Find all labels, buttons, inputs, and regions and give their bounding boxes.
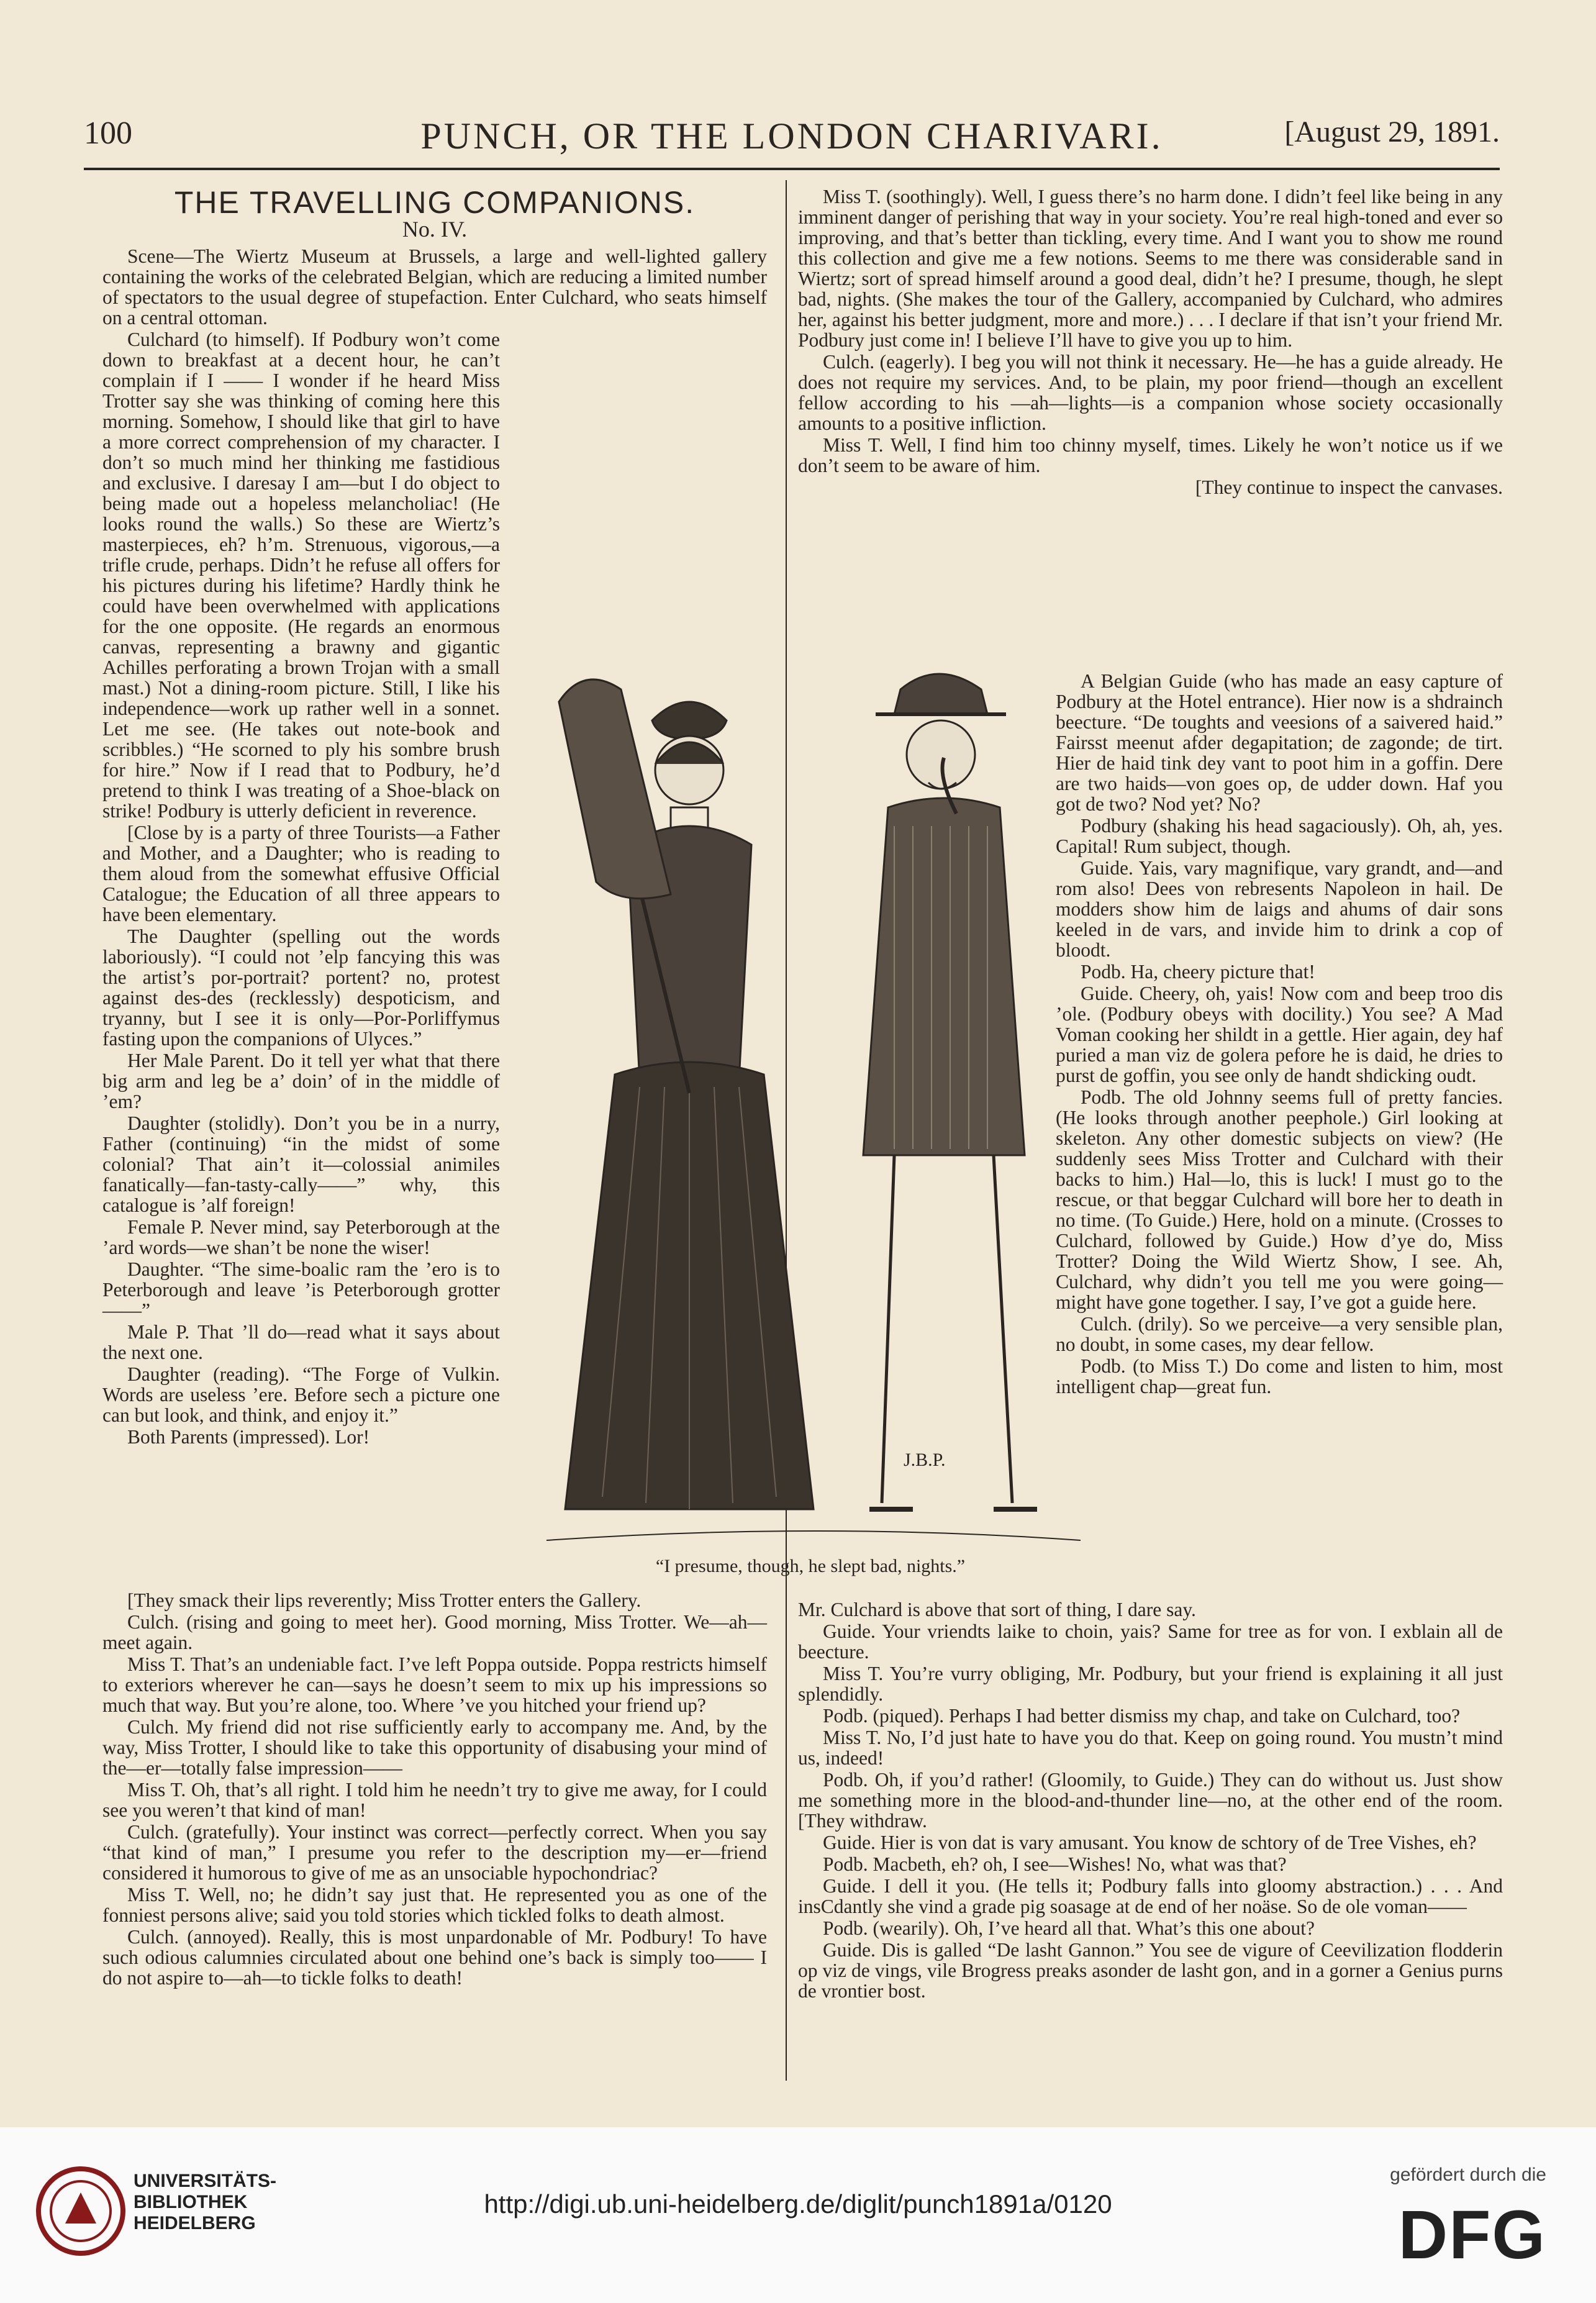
paragraph: Miss T. Well, no; he didn’t say just that. He represented you as one of the fonniest persons alive; said you told stories which tickled folks to death almost. — [102, 1884, 767, 1926]
article-number: No. IV. — [402, 217, 468, 242]
paragraph: Daughter. “The sime-boalic ram the ’ero is to Peterborough and leave ’is Peterborough grotter——” — [102, 1258, 500, 1321]
dfg-logo: DFG — [1398, 2197, 1546, 2273]
left-column-lower — [102, 1590, 767, 1989]
paragraph: Guide. Your vriendts laike to choin, yais? Same for tree as for von. I exblain all de beecture. — [798, 1620, 1503, 1663]
paragraph: A Belgian Guide (who has made an easy capture of Podbury at the Hotel entrance). Hier now is a shdrainch beecture. “De toughts and veesions of a saivered haid.” Fairsst meenut afder degapitation; de zagonde; de tirt. Hier de haid tink dey vant to poot him in a goffin. Dere are two haids—von goes op, de udder down. Haf you got de two? Nod yet? No? — [1056, 670, 1503, 815]
paragraph: Culch. (gratefully). Your instinct was correct—perfectly correct. When you say “that kind of man,” I presume you refer to the description my—er—friend considered it humorous to give of me as an unsociable hypochondriac? — [102, 1821, 767, 1884]
paragraph: Male P. That ’ll do—read what it says about the next one. — [102, 1321, 500, 1363]
paragraph: Podb. The old Johnny seems full of pretty fancies. (He looks through another peephole.) Girl looking at skeleton. Any other domestic subjects on view? (He suddenly sees Miss Trotter and Culchard with their backs to him.) Hal—lo, this is luck! I must go to the rescue, or that beggar Culchard will bore her to death in no time. (To Guide.) Here, hold on a minute. (Crosses to Culchard, followed by Guide.) How d’ye do, Miss Trotter? Doing the Wild Wiertz Show, I see. Ah, Culchard, why didn’t you tell me you were going—might have gone together. I say, I’ve got a guide here. — [1056, 1086, 1503, 1313]
right-column-lower — [798, 1599, 1503, 2002]
paragraph: Podb. Oh, if you’d rather! (Gloomily, to Guide.) They can do without us. Just show me something more in the blood-and-thunder line—no, at the other end of the room. [They withdraw. — [798, 1769, 1503, 1832]
paragraph: The Daughter (spelling out the words laboriously). “I could not ’elp fancying this was the artist’s por-portrait? portent? no, protest against des-des (recklessly) despoticism, and tryanny, but I see it is only—Por-Porliffymus fasting upon the companions of Ulyces.” — [102, 925, 500, 1050]
paragraph: Miss T. No, I’d just hate to have you do that. Keep on going round. You mustn’t mind us, indeed! — [798, 1727, 1503, 1769]
paragraph: Guide. Dis is galled “De lasht Gannon.” You see de vigure of Ceevilization flodderin op viz de vings, vile Brogress preaks asonder de lasht gon, and in a gorner a Genius purns de vrontier bost. — [798, 1939, 1503, 2002]
issue-date: [August 29, 1891. — [1284, 116, 1500, 148]
paragraph: Mr. Culchard is above that sort of thing, I dare say. — [798, 1599, 1196, 1620]
paragraph: Both Parents (impressed). Lor! — [127, 1426, 370, 1448]
paragraph: Miss T. That’s an undeniable fact. I’ve left Poppa outside. Poppa restricts himself to exteriors wherever he can—says he doesn’t seem to mix up his impressions so much that way. But you’re alone, too. Where ’ve you hitched your friend up? — [102, 1653, 767, 1716]
paragraph: Podbury (shaking his head sagaciously). Oh, ah, yes. Capital! Rum subject, though. — [1056, 815, 1503, 857]
paragraph: Culch. My friend did not rise sufficiently early to accompany me. And, by the way, Miss Trotter, I should like to take this opportunity of disabusing your mind of the—er—totally false impression—— — [102, 1716, 767, 1779]
paragraph: Guide. I dell it you. (He tells it; Podbury falls into gloomy abstraction.) . . . And insCdantly she vind a grade pig soasage at de end of her noäse. So de ole voman—— — [798, 1875, 1503, 1917]
header-rule — [84, 168, 1500, 170]
paragraph: Culch. (rising and going to meet her). Good morning, Miss Trotter. We—ah—meet again. — [102, 1611, 767, 1653]
paragraph: Podb. Ha, cheery picture that! — [1081, 961, 1315, 983]
paragraph: Culch. (annoyed). Really, this is most unpardonable of Mr. Podbury! To have such odious calumnies circulated about one behind one’s back is simply too—— I do not aspire to—ah—to tickle folks to death! — [102, 1926, 767, 1989]
paragraph: Guide. Cheery, oh, yais! Now com and beep troo dis ’ole. (Podbury obeys with docility.) You see? A Mad Voman cooking her shildt in a gettle. Hier again, dey haf puried a man viz de golera pefore he is daid, he dries to purst de goffin, you see only de handt shdicking oudt. — [1056, 983, 1503, 1086]
text-beside-illustration — [102, 329, 500, 1447]
university-name: UNIVERSITÄTS- BIBLIOTHEK HEIDELBERG — [134, 2171, 277, 2233]
stage-direction: [They continue to inspect the canvases. — [1195, 476, 1503, 498]
article-title: THE TRAVELLING COMPANIONS. — [174, 185, 696, 220]
funding-note: gefördert durch die — [1390, 2164, 1546, 2185]
paragraph: Miss T. Oh, that’s all right. I told him he needn’t try to give me away, for I could see you weren’t that kind of man! — [102, 1779, 767, 1821]
permalink[interactable]: http://digi.ub.uni-heidelberg.de/diglit/punch1891a/0120 — [484, 2189, 1112, 2219]
man-figure — [863, 674, 1037, 1509]
journal-title: PUNCH, OR THE LONDON CHARIVARI. — [420, 116, 1163, 157]
paragraph: Miss T. (soothingly). Well, I guess there’s no harm done. I didn’t feel like being in any imminent danger of perishing that way in your society. You’re real high-toned and ever so improving, and that’s better than tickling, every time. And I want you to show me round this collection and give me a few notions. Seems to me there was considerable sand in Wiertz; sort of spread himself around a good deal, didn’t he? I presume, though, he slept bad, nights. (She makes the tour of the Gallery, accompanied by Culchard, who admires her, against his better judgment, more and more.) . . . I declare if that isn’t your friend Mr. Podbury just come in! I believe I’ll have to give you up to him. — [798, 186, 1503, 351]
paragraph: [They smack their lips reverently; Miss Trotter enters the Gallery. — [127, 1589, 642, 1611]
paragraph: Daughter (stolidly). Don’t you be in a nurry, Father (continuing) “in the midst of some colonial? That ain’t it—colossial animiles fanatically—fan-tasty-cally——” why, this catalogue is ’alf foreign! — [102, 1112, 500, 1216]
engraving-illustration — [522, 640, 1093, 1553]
woman-figure — [559, 679, 814, 1509]
paragraph: Culch. (eagerly). I beg you will not think it necessary. He—he has a guide already. He does not require my services. And, to be plain, my poor friend—though an excellent fellow according to his —ah—lights—is a companion whose society occasionally amounts to a positive infliction. — [798, 351, 1503, 434]
digitization-footer — [0, 2127, 1596, 2303]
paragraph: Culchard (to himself). If Podbury won’t come down to breakfast at a decent hour, he can’t complain if I —— I wonder if he heard Miss Trotter say she was thinking of coming here this morning. Somehow, I should like that girl to have a more correct comprehension of my character. I don’t so much mind her thinking me fastidious and exclusive. I daresay I am—but I do object to being made out a hopeless melancholiac! (He looks round the walls.) So these are Wiertz’s masterpieces, eh? h’m. Strenuous, vigorous,—a trifle crude, perhaps. Didn’t he refuse all offers for his pictures during his lifetime? Hardly think he could have been overwhelmed with applications for the one opposite. (He regards an enormous canvas, representing a brawny and gigantic Achilles perforating a brown Trojan with a small mast.) Not a dining-room picture. Still, I like his independence—work up rather well in a sonnet. Let me see. (He takes out note-book and scribbles.) “He scorned to ply his sombre brush for hire.” Now if I read that to Podbury, he’d pretend to think I was treating of a Shoe-black on strike! Podbury is utterly deficient in reverence. — [102, 329, 500, 822]
illustration-caption: “I presume, though, he slept bad, nights.” — [655, 1556, 966, 1576]
paragraph: Podb. (wearily). Oh, I’ve heard all that. What’s this one about? — [823, 1917, 1315, 1939]
paragraph: Her Male Parent. Do it tell yer what that there big arm and leg be a’ doin’ of in the middle of ’em? — [102, 1050, 500, 1112]
paragraph: Podb. (piqued). Perhaps I had better dismiss my chap, and take on Culchard, too? — [823, 1705, 1461, 1727]
right-column-beside-illustration — [1056, 671, 1503, 1398]
paragraph: Podb. (to Miss T.) Do come and listen to him, most intelligent chap—great fun. — [1056, 1355, 1503, 1397]
paragraph: Miss T. Well, I find him too chinny myself, times. Likely he won’t notice us if we don’t seem to be aware of him. — [798, 434, 1503, 476]
right-column-top — [798, 186, 1503, 499]
paragraph: Guide. Hier is von dat is vary amusant. You know de schtory of de Tree Vishes, eh? — [823, 1832, 1477, 1853]
paragraph: Female P. Never mind, say Peterborough at the ’ard words—we shan’t be none the wiser! — [102, 1216, 500, 1258]
paragraph: [Close by is a party of three Tourists—a Father and Mother, and a Daughter; who is reading to them aloud from the somewhat effusive Official Catalogue; the Education of all three appears to have been elementary. — [102, 822, 500, 925]
paragraph: Daughter (reading). “The Forge of Vulkin. Words are useless ’ere. Before sech a picture one can but look, and think, and enjoy it.” — [102, 1363, 500, 1426]
stage-direction: Scene—The Wiertz Museum at Brussels, a large and well-lighted gallery containing the works of the celebrated Belgian, which are reducing a limited number of spectators to the usual degree of stupefaction. Enter Culchard, who seats himself on a central ottoman. — [102, 245, 767, 329]
paragraph: Podb. Macbeth, eh? oh, I see—Wishes! No, what was that? — [823, 1853, 1287, 1875]
page-number: 100 — [84, 116, 132, 151]
artist-signature: J.B.P. — [904, 1450, 946, 1470]
page-header — [84, 115, 1500, 165]
paragraph: Miss T. You’re vurry obliging, Mr. Podbury, but your friend is explaining it all just splendidly. — [798, 1663, 1503, 1705]
paragraph: Culch. (drily). So we perceive—a very sensible plan, no doubt, in some cases, my dear fellow. — [1056, 1313, 1503, 1355]
paragraph: Guide. Yais, vary magnifique, vary grandt, and—and rom also! Dees von rebresents Napoleon in hail. De modders show him de laigs and ahums of dair sons keeled in de vars, and invide him to drink a cop of bloodt. — [1056, 857, 1503, 961]
